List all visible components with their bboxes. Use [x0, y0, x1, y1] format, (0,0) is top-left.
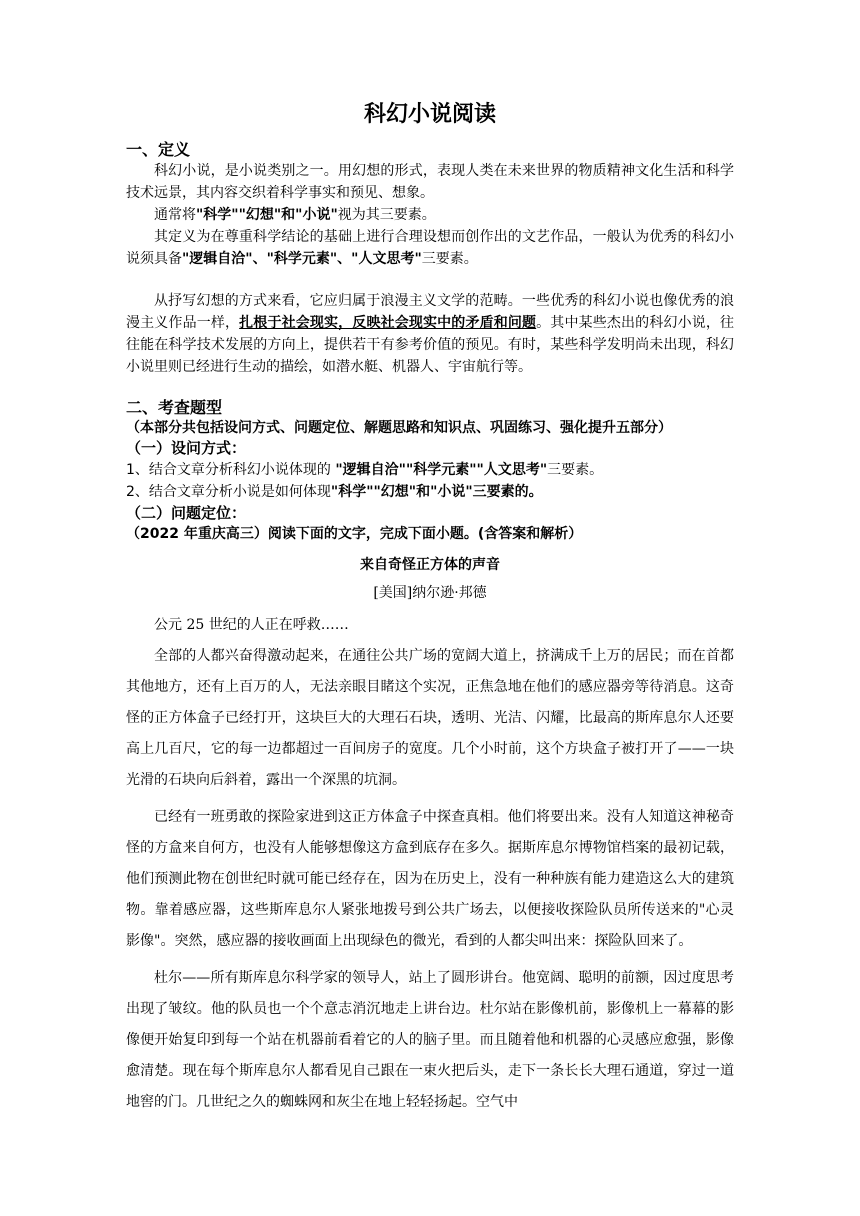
standard-paragraph: 其定义为在尊重科学结论的基础上进行合理设想而创作出的文艺作品，一般认为优秀的科幻小说须具备"逻辑自洽"、"科学元素"、"人文思考"三要素。 — [126, 229, 734, 267]
story-title: 来自奇怪正方体的声音 — [360, 557, 500, 573]
three-elements-paragraph: 通常将"科学""幻想"和"小说"视为其三要素。 — [154, 207, 436, 223]
standard-elements-bold: "逻辑自洽"、"科学元素"、"人文思考" — [182, 251, 422, 267]
story-author: [美国]纳尔逊·邦德 — [373, 585, 487, 601]
definition-paragraph: 科幻小说，是小说类别之一。用幻想的形式，表现人类在未来世界的物质精神文化生活和科学技术远景，其内容交织着科学事实和预见、想象。 — [126, 163, 734, 201]
story-paragraph-3: 已经有一班勇敢的探险家进到这正方体盒子中探查真相。他们将要出来。没有人知道这神秘奇怪的方盒来自何方，也没有人能够想像这方盒到底存在多久。据斯库息尔博物馆档案的最初记载，他们预测此物在创世纪时就可能已经存在，因为在历史上，没有一种种族有能力建造这么大的建筑物。靠着感应器，这些斯库息尔人紧张地拨号到公共广场去，以便接收探险队员所传送来的"心灵影像"。突然，感应器的接收画面上出现绿色的微光，看到的人都尖叫出来：探险队回来了。 — [126, 809, 734, 949]
question-1-bold: "逻辑自洽""科学元素""人文思考" — [335, 462, 548, 478]
subsection-question-location: （二）问题定位： — [126, 504, 247, 522]
question-1: 1、结合文章分析科幻小说体现的 "逻辑自洽""科学元素""人文思考"三要素。 — [126, 462, 604, 478]
subsection-question-form: （一）设问方式： — [126, 439, 247, 457]
story-paragraph-4: 杜尔——所有斯库息尔科学家的领导人，站上了圆形讲台。他宽阔、聪明的前额，因过度思考出现了皱纹。他的队员也一个个意志消沉地走上讲台边。杜尔站在影像机前，影像机上一幕幕的影像便开始复印到每一个站在机器前看着它的人的脑子里。而且随着他和机器的心灵感应愈强，影像愈清楚。现在每个斯库息尔人都看见自己跟在一束火把后头，走下一条长长大理石通道，穿过一道地窖的门。几世纪之久的蜘蛛网和灰尘在地上轻轻扬起。空气中 — [126, 970, 734, 1110]
section2-note: （本部分共包括设问方式、问题定位、解题思路和知识点、巩固练习、强化提升五部分） — [126, 420, 672, 436]
source-note: （2022 年重庆高三）阅读下面的文字，完成下面小题。(含答案和解析） — [126, 526, 583, 542]
story-paragraph-1: 公元 25 世纪的人正在呼救…… — [154, 617, 349, 633]
romanticism-paragraph: 从抒写幻想的方式来看，它应归属于浪漫主义文学的范畴。一些优秀的科幻小说也像优秀的浪漫主义作品一样，扎根于社会现实，反映社会现实中的矛盾和问题。其中某些杰出的科幻小说，往往能在科学技术发展的方向上，提供若干有参考价值的预见。有时，某些科学发明尚未出现，科幻小说里则已经进行生动的描绘，如潜水艇、机器人、宇宙航行等。 — [126, 293, 735, 375]
question-2: 2、结合文章分析小说是如何体现"科学""幻想"和"小说"三要素的。 — [126, 484, 543, 500]
question-2-bold: "科学""幻想"和"小说"三要素的。 — [330, 484, 543, 500]
three-elements-bold: "科学""幻想"和"小说" — [196, 207, 338, 223]
story-paragraph-2: 全部的人都兴奋得激动起来，在通往公共广场的宽阔大道上，挤满成千上万的居民；而在首都其他地方，还有上百万的人，无法亲眼目睹这个实况，正焦急地在他们的感应器旁等待消息。这奇怪的正方体盒子已经打开，这块巨大的大理石石块，透明、光洁、闪耀，比最高的斯库息尔人还要高上几百尺，它的每一边都超过一百间房子的宽度。几个小时前，这个方块盒子被打开了——一块光滑的石块向后斜着，露出一个深黑的坑洞。 — [126, 648, 734, 788]
document-content — [126, 100, 734, 1118]
section1-heading: 一、定义 — [126, 140, 191, 159]
page-title: 科幻小说阅读 — [363, 102, 496, 127]
section2-heading: 二、考查题型 — [126, 398, 223, 417]
social-reality-underlined: 扎根于社会现实，反映社会现实中的矛盾和问题 — [239, 315, 537, 331]
